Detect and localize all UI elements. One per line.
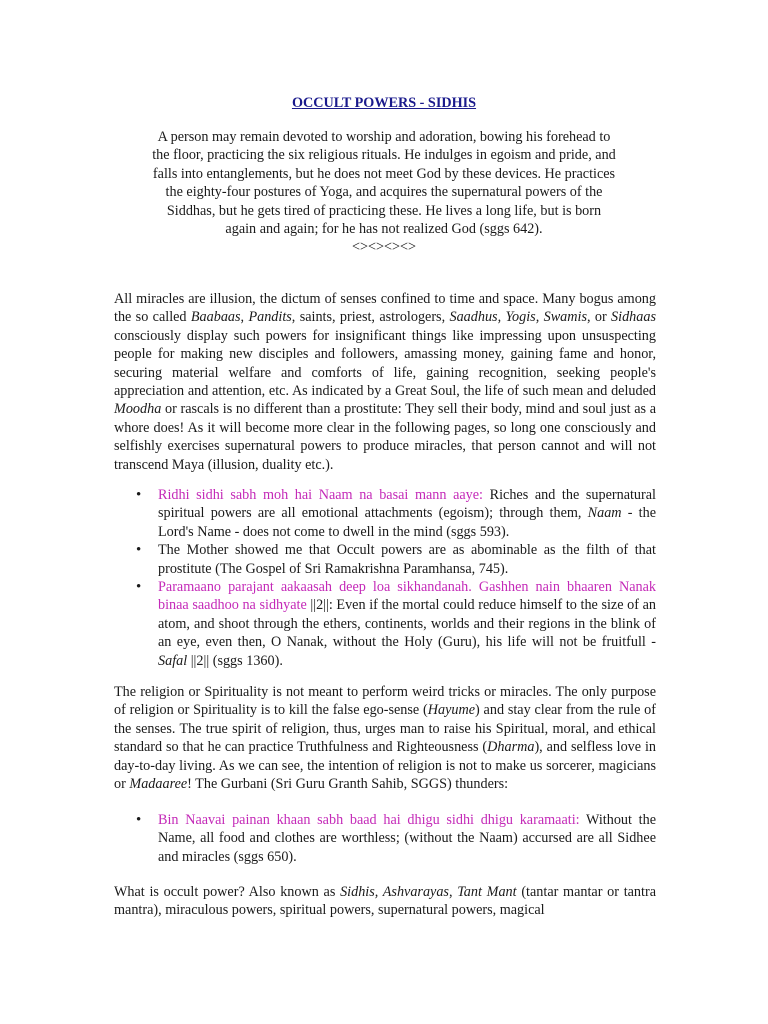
- text-run: The religion or Spirituality is not meant to perform weird tricks or miracles. The only purpose of religion or Spirituality is to kill the false ego-sense (: [114, 684, 656, 719]
- list-item: [114, 541, 656, 578]
- italic-term: Baabaas: [190, 309, 241, 326]
- italic-term: Hayume: [427, 702, 476, 719]
- italic-term: Sidhaas: [611, 309, 656, 326]
- list-item: [114, 578, 656, 670]
- italic-term: Pandits: [248, 309, 292, 326]
- text-run: , saints, priest, astrologers,: [291, 309, 450, 326]
- quote-text: A person may remain devoted to worship and adoration, bowing his forehead to the floor, practicing the six religious rituals. He indulges in egoism and pride, and falls into entanglements, but he does not meet God by these devices. He practices the eighty-four postures of Yoga, and acquires the supernatural powers of the Siddhas, but he gets tired of practicing these. He lives a long life, but is born again and again; for he has not realized God (sggs 642).: [152, 129, 616, 238]
- text-run: ) and stay clear from the rule of the senses. The true spirit of religion, thus, urges man to raise his Spiritual, moral, and ethical standard so that he can practice Truthfulness and Righteousness (: [114, 702, 656, 756]
- italic-term: Safal: [158, 652, 188, 669]
- italic-term: Tant Mant: [457, 884, 517, 900]
- text-run: ! The Gurbani (Sri Guru Granth Sahib, SGGS) thunders:: [187, 776, 509, 793]
- text-run: ), and selfless love in day-to-day living. As we can see, the intention of religion is not to make us sorcerer, magicians or: [114, 739, 657, 793]
- paragraph-religion: [114, 683, 656, 793]
- text-run: (tantar mantar or tantra mantra), miraculous powers, spiritual powers, supernatural powers, magical: [114, 884, 656, 919]
- text-run: All miracles are illusion, the dictum of senses confined to time and space. Many bogus among the so called: [114, 291, 656, 326]
- quote-separator: <><><><>: [351, 239, 416, 256]
- gurbani-quote: Bin Naavai painan khaan sabh baad hai dhigu sidhi dhigu karamaati:: [158, 812, 580, 828]
- gurbani-quote: Ridhi sidhi sabh moh hai Naam na basai mann aaye:: [158, 487, 484, 503]
- quote-list-1: [114, 486, 656, 670]
- list-item: [114, 811, 656, 866]
- page-title: OCCULT POWERS - SIDHIS: [291, 95, 477, 111]
- paragraph-miracles: [114, 290, 656, 474]
- text-run: The Mother showed me that Occult powers are as abominable as the filth of that prostitute (The Gospel of Sri Ramakrishna Paramhansa, 745).: [158, 542, 656, 577]
- italic-term: Madaaree: [129, 776, 188, 793]
- text-run: ,: [240, 309, 249, 326]
- text-run: Without the Name, all food and clothes are worthless; (without the Naam) accursed are all Sidhee and miracles (sggs 650).: [158, 812, 656, 865]
- gurbani-quote: Paramaano parajant aakaasah deep loa sikhandanah. Gashhen nain bhaaren Nanak binaa saadhoo na sidhyate: [158, 579, 656, 614]
- text-run: Riches and the supernatural spiritual powers are all emotional attachments (egoism); through them,: [158, 487, 656, 522]
- text-run: ||2|| (sggs 1360).: [187, 652, 283, 669]
- italic-term: Sidhis, Ashvarayas: [340, 884, 449, 900]
- italic-term: Naam: [587, 505, 622, 522]
- text-run: , or: [586, 309, 612, 326]
- text-run: ,: [448, 884, 458, 900]
- italic-term: Moodha: [114, 401, 162, 418]
- opening-quote: [150, 128, 618, 257]
- quote-list-2: [114, 811, 656, 866]
- text-run: ||2||: Even if the mortal could reduce himself to the size of an atom, and shoot through the ethers, continents, worlds and their regions in the blink of an eye, even then, O Nanak, without the Holy (Guru), his life will not be fruitfull -: [158, 597, 656, 651]
- italic-term: Dharma: [487, 739, 535, 756]
- text-run: consciously display such powers for insignificant things like impressing upon unsuspecting people for making new disciples and followers, amassing money, gaining fame and honor, securing material welfare and comforts of life, gaining recognition, seeking people's appreciation and attention, etc. As indicated by a Great Soul, the life of such mean and deluded: [114, 327, 656, 400]
- text-run: or rascals is no different than a prostitute: They sell their body, mind and soul just as a whore does! As it will become more clear in the following pages, so long one consciously and selfishly exercises supernatural powers to produce miracles, that person cannot and will not transcend Maya (illusion, duality etc.).: [114, 401, 656, 473]
- text-run: What is occult power? Also known as: [114, 884, 341, 900]
- list-item: [114, 486, 656, 541]
- text-run: - the Lord's Name - does not come to dwell in the mind (sggs 593).: [158, 505, 657, 540]
- paragraph-occult-power: [114, 883, 656, 920]
- italic-term: Saadhus, Yogis, Swamis: [449, 309, 587, 326]
